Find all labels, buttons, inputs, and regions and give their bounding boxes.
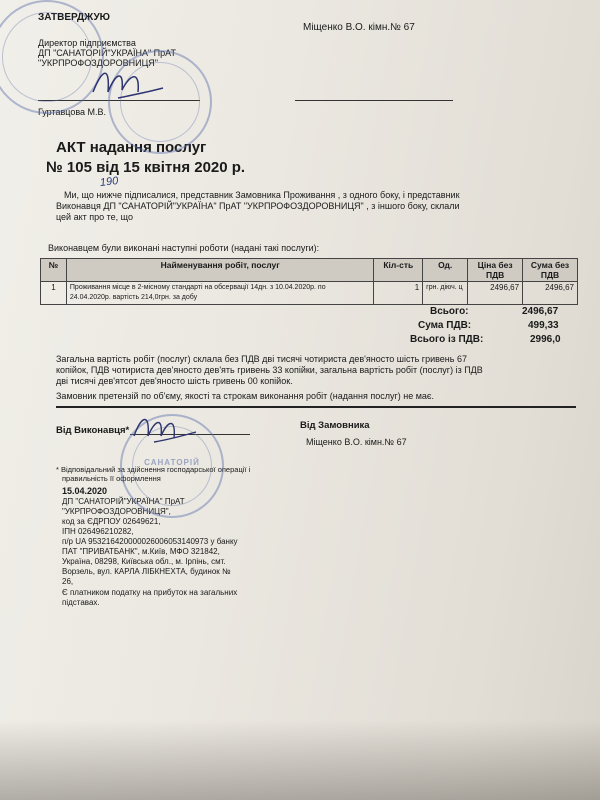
total-value: 2496,67 xyxy=(522,306,559,317)
executor-detail: п/р UA 953216420000026006053140973 у банку xyxy=(62,537,238,546)
summary-line-2: копійок, ПДВ чотириста дев'яносто дев'ять гривень 33 копійки, загальна вартість робіт (послуг) із ПДВ xyxy=(56,365,483,375)
row-qty: 1 xyxy=(374,282,423,305)
header-num: № xyxy=(41,259,67,282)
total-label: Всього: xyxy=(430,306,469,317)
handwritten-number: 190 xyxy=(99,175,119,189)
approve-signer: Гуртавцова М.В. xyxy=(38,107,107,117)
row-name-line-2: 24.04.2020р. вартість 214,0грн. за добу xyxy=(69,294,198,301)
summary-divider xyxy=(56,406,576,408)
executor-label: Від Виконавця* xyxy=(56,425,130,436)
executor-detail: 26, xyxy=(62,577,74,586)
recipient-signature-line xyxy=(295,100,453,101)
header-price: Ціна без ПДВ xyxy=(468,259,523,282)
row-num: 1 xyxy=(41,282,67,305)
summary-line-4: Замовник претензій по об'єму, якості та строкам виконання робіт (надання послуг) не має. xyxy=(56,391,434,401)
table-header-row xyxy=(41,259,578,282)
header-qty: Кіл-сть xyxy=(374,259,423,282)
executor-detail: ДП "САНАТОРІЙ"УКРАЇНА" ПрАТ xyxy=(62,497,185,506)
recipient-name: Міщенко В.О. кімн.№ 67 xyxy=(303,22,415,33)
executor-detail: код за ЄДРПОУ 02649621, xyxy=(62,517,161,526)
with-vat-value: 2996,0 xyxy=(530,334,561,345)
document-title: АКТ надання послуг xyxy=(56,139,207,156)
customer-name: Міщенко В.О. кімн.№ 67 xyxy=(306,437,407,447)
executor-detail: ІПН 026496210282, xyxy=(62,527,134,536)
intro-line-3: цей акт про те, що xyxy=(56,212,133,222)
row-price: 2496,67 xyxy=(468,282,523,305)
summary-line-1: Загальна вартість робіт (послуг) склала без ПДВ дві тисячі чотириста дев'яносто шість гривень 67 xyxy=(56,354,467,364)
executor-detail: Є платником податку на прибуток на загальних xyxy=(62,588,238,597)
header-unit: Од. xyxy=(423,259,468,282)
customer-label: Від Замовника xyxy=(300,420,370,431)
vat-label: Сума ПДВ: xyxy=(418,320,472,331)
intro-line-2: Виконавця ДП "САНАТОРІЙ"УКРАЇНА" ПрАТ "УКРПРОФОЗДОРОВНИЦЯ" , з іншого боку, склали xyxy=(56,201,460,211)
row-unit: грн. діюч. ц xyxy=(423,282,468,305)
approve-signature xyxy=(88,62,168,102)
intro-line-4: Виконавцем були виконані наступні роботи (надані такі послуги): xyxy=(48,243,320,253)
executor-note-1: * Відповідальний за здійснення господарської операції і xyxy=(56,465,251,474)
row-name xyxy=(66,282,374,305)
approve-line-2: ДП "САНАТОРІЙ"УКРАЇНА" ПрАТ xyxy=(38,48,176,58)
executor-detail: Ворзель, вул. КАРЛА ЛІБКНЕХТА, будинок № xyxy=(62,567,231,576)
approve-line-1: Директор підприємства xyxy=(38,38,136,48)
header-sum: Сума без ПДВ xyxy=(523,259,578,282)
executor-detail: ПАТ "ПРИВАТБАНК", м.Київ, МФО 321842, xyxy=(62,547,220,556)
services-table xyxy=(40,258,578,305)
document-number-line: № 105 від 15 квітня 2020 р. xyxy=(46,159,246,176)
executor-detail: підставах. xyxy=(62,598,100,607)
approve-line-3: "УКРПРОФОЗДОРОВНИЦЯ" xyxy=(38,58,158,68)
header-name: Найменування робіт, послуг xyxy=(66,259,374,282)
executor-detail: Україна, 08298, Київська обл., м. Ірпінь, смт. xyxy=(62,557,226,566)
summary-line-3: дві тисячі дев'ятсот дев'яносто шість гривень 00 копійок. xyxy=(56,376,293,386)
stamp-text: САНАТОРІЙ xyxy=(144,458,200,467)
approve-header: ЗАТВЕРДЖУЮ xyxy=(38,12,110,23)
row-sum: 2496,67 xyxy=(523,282,578,305)
table-row xyxy=(41,282,578,305)
executor-detail: "УКРПРОФОЗДОРОВНИЦЯ", xyxy=(62,507,171,516)
with-vat-label: Всього із ПДВ: xyxy=(410,334,484,345)
executor-signature xyxy=(130,410,200,446)
intro-line-1: Ми, що нижче підписалися, представник Замовника Проживання , з одного боку, і представник xyxy=(64,190,460,200)
executor-note-2: правильність її оформлення xyxy=(62,474,161,483)
executor-date: 15.04.2020 xyxy=(62,486,108,496)
row-name-line-1: Проживання місце в 2-місному стандарті на обсервації 14дн. з 10.04.2020р. по xyxy=(69,284,326,291)
vat-value: 499,33 xyxy=(528,320,559,331)
